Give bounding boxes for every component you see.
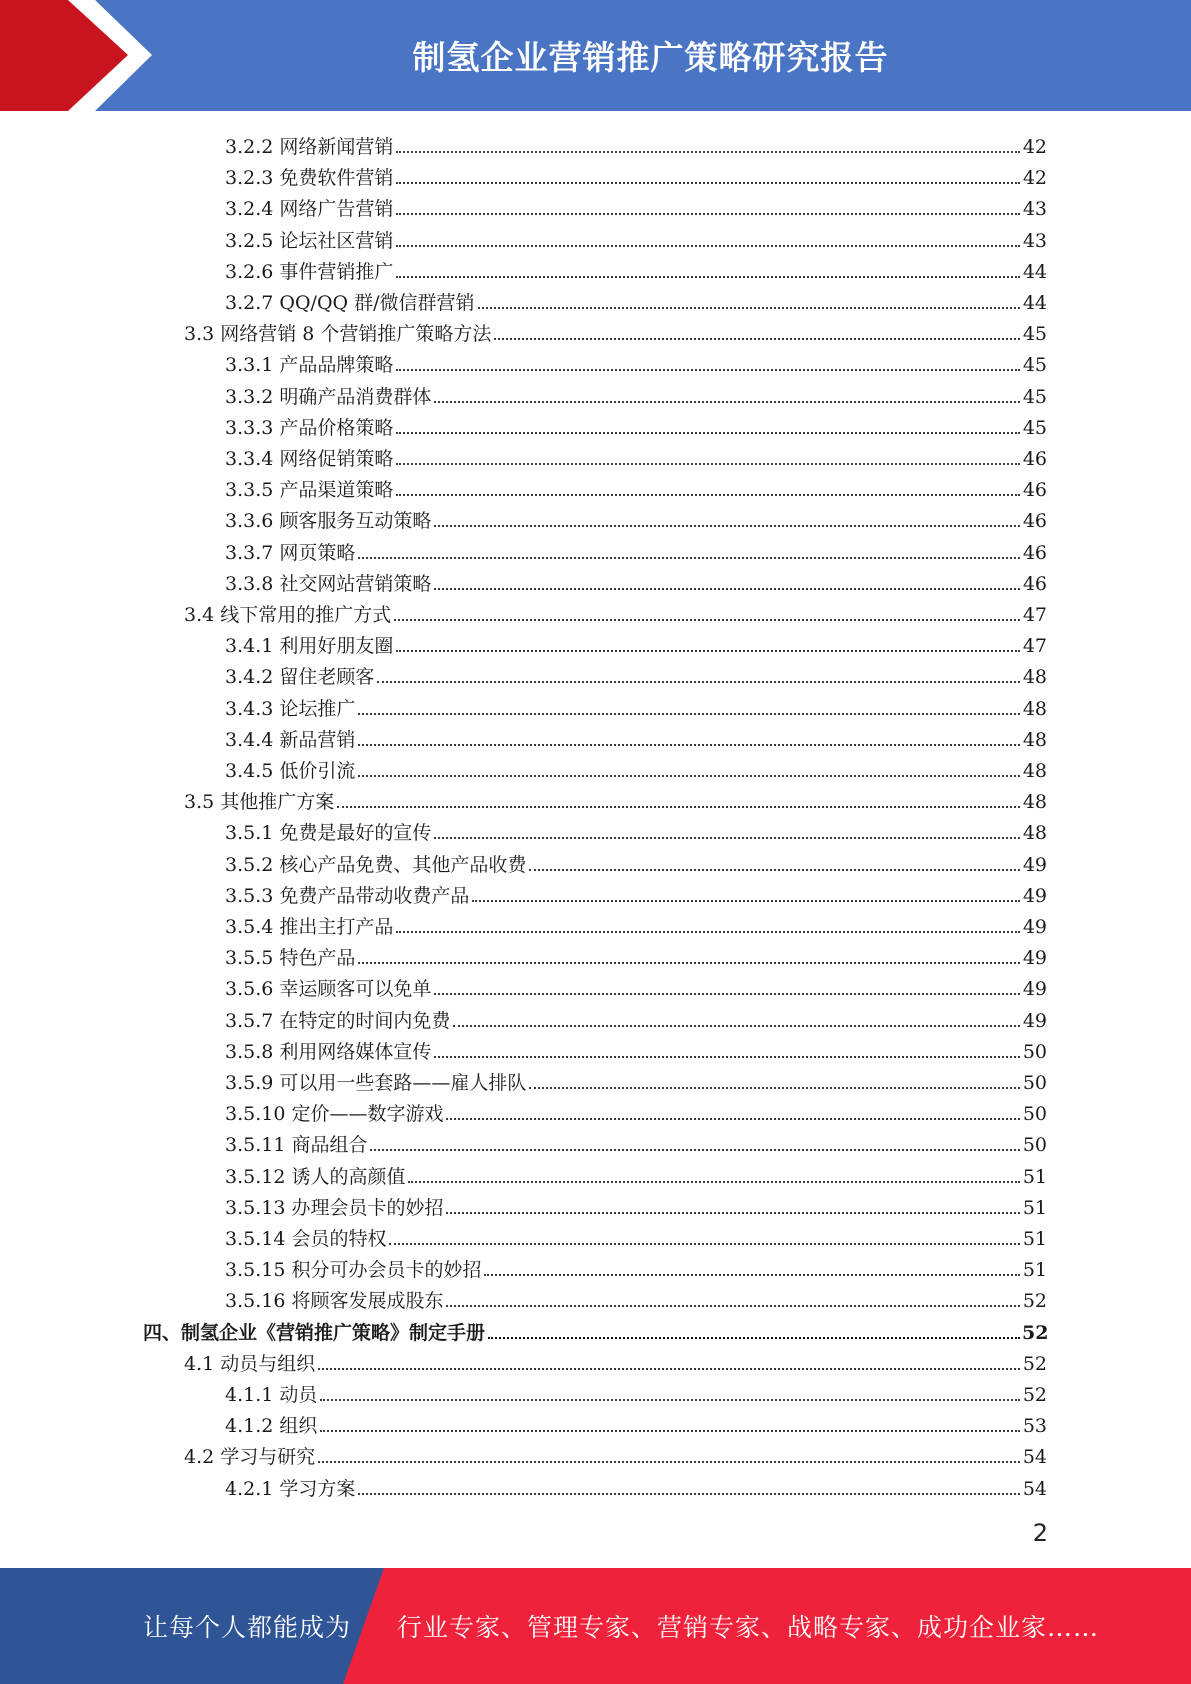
toc-entry-page: 49 — [1022, 1009, 1047, 1032]
toc-entry-title: 3.3.5 产品渠道策略 — [225, 479, 394, 502]
page-header — [0, 0, 1191, 111]
toc-entry[interactable] — [0, 190, 1047, 221]
toc-entry-title: 3.4 线下常用的推广方式 — [184, 604, 392, 626]
toc-dot-leader — [446, 1117, 1020, 1120]
toc-entry[interactable] — [0, 908, 1047, 939]
toc-entry[interactable] — [0, 128, 1047, 159]
toc-dot-leader — [434, 992, 1020, 995]
toc-entry-title: 4.1.2 组织 — [225, 1415, 318, 1438]
toc-entry[interactable] — [0, 814, 1047, 845]
toc-entry[interactable] — [0, 284, 1047, 315]
toc-entry-title: 3.4.2 留住老顾客 — [225, 666, 375, 689]
toc-entry[interactable] — [0, 471, 1047, 502]
toc-entry-title: 3.5.3 免费产品带动收费产品 — [225, 884, 470, 907]
toc-entry-page: 45 — [1022, 323, 1047, 346]
toc-entry[interactable] — [0, 658, 1047, 689]
toc-entry[interactable] — [0, 346, 1047, 377]
toc-entry-page: 45 — [1022, 354, 1047, 377]
toc-dot-leader — [358, 961, 1020, 964]
toc-entry-title: 3.3.2 明确产品消费群体 — [225, 385, 432, 408]
toc-entry-title: 4.2 学习与研究 — [184, 1446, 316, 1469]
toc-dot-leader — [396, 368, 1020, 371]
toc-entry-title: 3.2.3 免费软件营销 — [225, 167, 394, 190]
toc-entry-title: 3.5.15 积分可办会员卡的妙招 — [225, 1259, 482, 1282]
toc-dot-leader — [396, 150, 1020, 153]
toc-entry-page: 44 — [1022, 292, 1047, 314]
toc-dot-leader — [389, 1242, 1020, 1245]
toc-entry-page: 52 — [1022, 1352, 1047, 1375]
toc-entry[interactable] — [0, 222, 1047, 253]
toc-dot-leader — [337, 805, 1020, 808]
toc-entry-title: 3.3 网络营销 8 个营销推广策略方法 — [184, 323, 492, 346]
toc-entry-page: 47 — [1022, 604, 1047, 626]
toc-entry[interactable] — [0, 1002, 1047, 1033]
toc-dot-leader — [396, 212, 1020, 215]
toc-entry[interactable] — [0, 1376, 1047, 1407]
toc-dot-leader — [318, 1460, 1020, 1463]
toc-entry-title: 3.5.4 推出主打产品 — [225, 916, 394, 938]
toc-entry[interactable] — [0, 565, 1047, 596]
toc-entry[interactable] — [0, 409, 1047, 440]
toc-entry-title: 3.3.6 顾客服务互动策略 — [225, 510, 432, 533]
toc-entry-title: 3.5.13 办理会员卡的妙招 — [225, 1196, 444, 1219]
page-title: 制氢企业营销推广策略研究报告 — [412, 38, 889, 77]
toc-entry-page: 45 — [1022, 385, 1047, 408]
toc-dot-leader — [484, 1273, 1020, 1276]
toc-entry-page: 49 — [1022, 947, 1047, 970]
toc-dot-leader — [370, 1148, 1020, 1151]
toc-entry-title: 3.3.7 网页策略 — [225, 541, 356, 564]
toc-entry[interactable] — [0, 939, 1047, 970]
toc-dot-leader — [358, 1492, 1020, 1495]
toc-entry[interactable] — [0, 1189, 1047, 1220]
toc-entry-title: 3.5.16 将顾客发展成股东 — [225, 1290, 444, 1313]
toc-entry[interactable] — [0, 596, 1047, 627]
toc-entry-title: 3.5.5 特色产品 — [225, 947, 356, 970]
toc-dot-leader — [320, 1429, 1020, 1432]
toc-entry-page: 50 — [1022, 1040, 1047, 1063]
chevron-arrow-icon — [0, 0, 160, 111]
toc-entry[interactable] — [0, 1095, 1047, 1126]
toc-entry-title: 四、制氢企业《营销推广策略》制定手册 — [143, 1321, 486, 1344]
toc-entry-title: 4.1 动员与组织 — [184, 1352, 316, 1375]
toc-entry[interactable] — [0, 534, 1047, 565]
toc-dot-leader — [396, 462, 1020, 465]
toc-entry-page: 51 — [1022, 1259, 1047, 1282]
toc-entry-title: 3.2.4 网络广告营销 — [225, 198, 394, 221]
toc-entry-title: 3.3.8 社交网站营销策略 — [225, 572, 432, 595]
toc-entry[interactable] — [0, 1126, 1047, 1157]
toc-entry[interactable] — [0, 752, 1047, 783]
toc-entry-page: 43 — [1022, 198, 1047, 221]
toc-entry-page: 50 — [1022, 1103, 1047, 1126]
toc-entry[interactable] — [0, 253, 1047, 284]
toc-entry-page: 46 — [1022, 510, 1047, 533]
toc-dot-leader — [478, 306, 1020, 309]
toc-entry-title: 4.2.1 学习方案 — [225, 1477, 356, 1500]
toc-dot-leader — [434, 1055, 1020, 1058]
toc-dot-leader — [529, 868, 1020, 871]
toc-dot-leader — [494, 337, 1020, 340]
toc-entry-title: 3.2.2 网络新闻营销 — [225, 136, 394, 158]
toc-entry-page: 49 — [1022, 884, 1047, 907]
toc-entry[interactable] — [0, 721, 1047, 752]
toc-entry-page: 43 — [1022, 229, 1047, 252]
toc-entry[interactable] — [0, 877, 1047, 908]
toc-entry[interactable] — [0, 1470, 1047, 1501]
toc-dot-leader — [488, 1336, 1020, 1339]
toc-entry-title: 3.5.12 诱人的高颜值 — [225, 1165, 406, 1188]
toc-entry-title: 4.1.1 动员 — [225, 1384, 318, 1406]
toc-entry-page: 46 — [1022, 479, 1047, 502]
toc-entry-page: 48 — [1022, 760, 1047, 782]
toc-entry[interactable] — [0, 1220, 1047, 1251]
toc-entry[interactable] — [0, 502, 1047, 533]
toc-dot-leader — [396, 244, 1020, 247]
toc-entry-title: 3.4.4 新品营销 — [225, 728, 356, 751]
toc-entry-page: 52 — [1022, 1290, 1047, 1313]
toc-entry[interactable] — [0, 315, 1047, 346]
toc-entry-page: 50 — [1022, 1072, 1047, 1094]
toc-entry-page: 44 — [1022, 260, 1047, 283]
toc-entry-title: 3.4.5 低价引流 — [225, 760, 356, 782]
toc-entry-title: 3.5.8 利用网络媒体宣传 — [225, 1040, 432, 1063]
toc-entry-title: 3.5.2 核心产品免费、其他产品收费 — [225, 853, 527, 876]
toc-entry-title: 3.2.7 QQ/QQ 群/微信群营销 — [225, 292, 475, 314]
toc-entry-page: 48 — [1022, 697, 1047, 720]
toc-dot-leader — [408, 1180, 1020, 1183]
toc-dot-leader — [446, 1211, 1020, 1214]
toc-dot-leader — [434, 836, 1020, 839]
toc-entry-page: 52 — [1022, 1384, 1047, 1406]
toc-entry[interactable] — [0, 970, 1047, 1001]
toc-entry[interactable] — [0, 1345, 1047, 1376]
toc-entry-page: 49 — [1022, 978, 1047, 1001]
toc-entry[interactable] — [0, 1158, 1047, 1189]
toc-dot-leader — [434, 400, 1020, 403]
footer-slogan-right: 行业专家、管理专家、营销专家、战略专家、成功企业家…… — [397, 1613, 1100, 1642]
toc-entry[interactable] — [0, 1033, 1047, 1064]
toc-entry-page: 49 — [1022, 853, 1047, 876]
toc-entry[interactable] — [0, 627, 1047, 658]
toc-entry-title: 3.3.1 产品品牌策略 — [225, 354, 394, 377]
toc-entry-title: 3.5 其他推广方案 — [184, 791, 335, 814]
toc-dot-leader — [446, 1304, 1020, 1307]
toc-entry[interactable] — [0, 159, 1047, 190]
toc-entry-page: 48 — [1022, 728, 1047, 751]
toc-dot-leader — [472, 899, 1020, 902]
toc-entry[interactable] — [0, 1064, 1047, 1095]
toc-entry[interactable] — [0, 378, 1047, 409]
toc-entry-page: 42 — [1022, 167, 1047, 190]
toc-entry-title: 3.4.3 论坛推广 — [225, 697, 356, 720]
toc-dot-leader — [318, 1367, 1020, 1370]
toc-entry-page: 50 — [1022, 1134, 1047, 1157]
toc-entry-title: 3.5.1 免费是最好的宣传 — [225, 822, 432, 845]
toc-entry-page: 51 — [1022, 1228, 1047, 1250]
toc-entry-title: 3.3.3 产品价格策略 — [225, 416, 394, 439]
toc-entry-page: 48 — [1022, 822, 1047, 845]
toc-dot-leader — [358, 556, 1020, 559]
toc-entry-page: 46 — [1022, 572, 1047, 595]
toc-entry-title: 3.2.6 事件营销推广 — [225, 260, 394, 283]
toc-dot-leader — [453, 1024, 1020, 1027]
toc-entry-page: 46 — [1022, 448, 1047, 470]
toc-entry-title: 3.5.10 定价——数字游戏 — [225, 1103, 444, 1126]
toc-entry-page: 53 — [1022, 1415, 1047, 1438]
toc-entry-page: 51 — [1022, 1196, 1047, 1219]
toc-dot-leader — [358, 743, 1020, 746]
toc-entry-title: 3.5.14 会员的特权 — [225, 1228, 387, 1250]
toc-entry[interactable] — [0, 1251, 1047, 1282]
toc-dot-leader — [396, 930, 1020, 933]
toc-entry-page: 46 — [1022, 541, 1047, 564]
toc-dot-leader — [529, 1086, 1020, 1089]
footer-slogan-left: 让每个人都能成为 — [143, 1613, 352, 1642]
toc-entry-page: 45 — [1022, 416, 1047, 439]
toc-dot-leader — [358, 712, 1020, 715]
toc-dot-leader — [320, 1398, 1020, 1401]
toc-entry-page: 54 — [1022, 1446, 1047, 1469]
toc-entry[interactable] — [0, 440, 1047, 471]
toc-entry[interactable] — [0, 1314, 1047, 1345]
toc-dot-leader — [396, 275, 1020, 278]
toc-dot-leader — [396, 493, 1020, 496]
toc-entry-page: 51 — [1022, 1165, 1047, 1188]
toc-entry-title: 3.5.11 商品组合 — [225, 1134, 368, 1157]
toc-entry-page: 49 — [1022, 916, 1047, 938]
toc-entry-title: 3.3.4 网络促销策略 — [225, 448, 394, 470]
toc-entry-title: 3.5.6 幸运顾客可以免单 — [225, 978, 432, 1001]
toc-dot-leader — [396, 431, 1020, 434]
toc-entry-page: 42 — [1022, 136, 1047, 158]
page-footer — [0, 1568, 1191, 1684]
toc-entry-title: 3.5.7 在特定的时间内免费 — [225, 1009, 451, 1032]
toc-entry[interactable] — [0, 1438, 1047, 1469]
toc-entry-page: 47 — [1022, 635, 1047, 658]
toc-dot-leader — [396, 181, 1020, 184]
toc-dot-leader — [434, 524, 1020, 527]
toc-dot-leader — [434, 587, 1020, 590]
toc-entry[interactable] — [0, 1407, 1047, 1438]
toc-dot-leader — [394, 618, 1020, 621]
page-number: 2 — [1032, 1519, 1048, 1547]
toc-entry-page: 54 — [1022, 1477, 1047, 1500]
toc-entry[interactable] — [0, 1282, 1047, 1313]
toc-entry-title: 3.4.1 利用好朋友圈 — [225, 635, 394, 658]
toc-entry[interactable] — [0, 846, 1047, 877]
toc-entry[interactable] — [0, 783, 1047, 814]
toc-entry[interactable] — [0, 690, 1047, 721]
toc-entry-page: 48 — [1022, 791, 1047, 814]
toc-entry-page: 52 — [1022, 1321, 1049, 1344]
toc-entry-page: 48 — [1022, 666, 1047, 689]
toc-dot-leader — [377, 680, 1020, 683]
toc-entry-title: 3.5.9 可以用一些套路——雇人排队 — [225, 1072, 527, 1094]
toc-dot-leader — [358, 774, 1020, 777]
toc-entry-title: 3.2.5 论坛社区营销 — [225, 229, 394, 252]
toc-dot-leader — [396, 649, 1020, 652]
